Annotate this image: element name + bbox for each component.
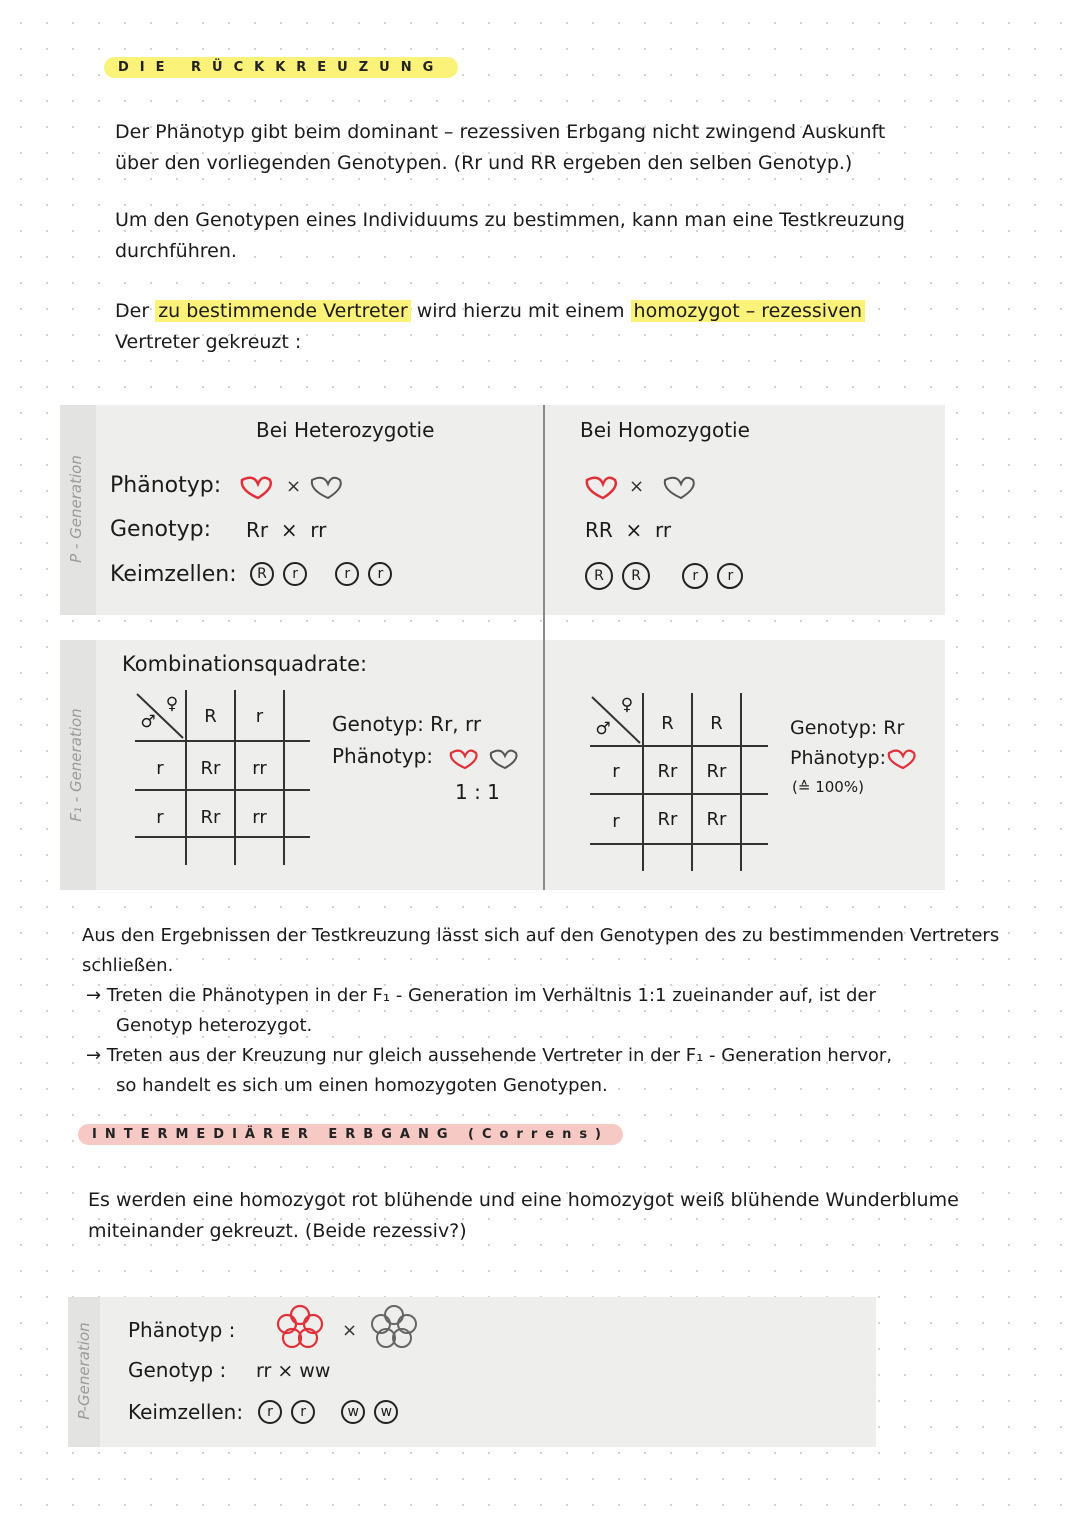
intro-line-1: Der Phänotyp gibt beim dominant – rezessiven Erbgang nicht zwingend Auskunft [115,121,886,143]
grid-cell: Rr [200,758,221,779]
hetero-title: Bei Heterozygotie [256,418,435,442]
grid-row-header: r [156,807,164,828]
hetero-genotyp-value: Rr × rr [246,518,327,542]
punnett-grid-homo [590,693,768,848]
flower-red-icon [278,1306,322,1347]
homo-result-heart [886,746,922,772]
hetero-phaenotyp-hearts [236,472,356,502]
gamete-w: w [374,1400,398,1424]
highlight-zu-bestimmende: zu bestimmende Vertreter [155,300,410,322]
grid-row-header: r [612,811,620,832]
hetero-gametes [250,562,396,586]
gamete-r: r [717,563,743,589]
hetero-phaenotyp-label: Phänotyp: [110,473,222,498]
cross-symbol: × [286,476,302,497]
intro3-mid: wird hierzu mit einem [416,300,625,322]
bullet-1-line-1: → Treten die Phänotypen in der F₁ - Generation im Verhältnis 1:1 zueinander auf, ist der [86,985,876,1006]
grid-cell: rr [252,807,267,828]
intro3-pre: Der [115,300,150,322]
grid-col-header: R [661,713,674,734]
bullet-2-line-2: so handelt es sich um einen homozygoten Genotypen. [116,1075,608,1096]
grid-cell: Rr [657,761,678,782]
homo-result-genotyp: Genotyp: Rr [790,717,905,739]
bullet-1-line-2: Genotyp heterozygot. [116,1015,313,1036]
intermediaer-p-generation-label: P-Generation [75,1322,93,1420]
cross-symbol: × [342,1320,358,1341]
bullet-2-line-1: → Treten aus der Kreuzung nur gleich aussehende Vertreter in der F₁ - Generation hervor, [86,1045,893,1066]
inter-keimzellen-label: Keimzellen: [128,1400,244,1424]
heart-red-icon [889,751,915,768]
cross-symbol: × [629,476,645,497]
grid-cell: Rr [706,809,727,830]
hetero-result-ratio: 1 : 1 [455,780,500,804]
hetero-result-genotyp: Genotyp: Rr, rr [332,712,482,736]
heart-gray-icon [491,751,517,768]
inter-genotyp-label: Genotyp : [128,1358,227,1382]
grid-cell: Rr [200,807,221,828]
gamete-R: R [585,562,613,590]
hetero-keimzellen-label: Keimzellen: [110,562,237,587]
grid-row-header: r [612,761,620,782]
gamete-r: r [291,1400,315,1424]
grid-col-header: R [204,706,217,727]
gamete-r: r [335,562,359,586]
male-icon: ♂ [595,719,611,739]
inter-phaenotyp-label: Phänotyp : [128,1318,236,1342]
kombination-title: Kombinationsquadrate: [122,652,368,676]
grid-col-header: r [255,706,264,727]
gamete-R: R [622,562,650,590]
homo-genotyp-value: RR × rr [585,518,672,542]
f1-generation-label: F₁ - Generation [67,708,85,822]
intro2-line-2: durchführen. [115,240,237,262]
intermediaer-line-1: Es werden eine homozygot rot blühende und eine homozygot weiß blühende Wunderblume [88,1189,959,1211]
hetero-result-phaenotyp: Phänotyp: [332,744,434,768]
grid-row-header: r [156,758,164,779]
heart-gray-icon [312,478,341,498]
flower-gray-icon [372,1306,416,1347]
hetero-genotyp-label: Genotyp: [110,517,212,542]
heart-red-icon [451,751,477,768]
highlight-homozygot-rezessiv: homozygot – rezessiven [631,300,866,322]
homo-title: Bei Homozygotie [580,418,750,442]
gamete-w: w [341,1400,365,1424]
inter-gametes [258,1400,402,1424]
female-icon: ♀ [165,694,179,714]
homo-gametes [585,562,747,590]
male-icon: ♂ [140,712,156,732]
female-icon: ♀ [620,695,634,715]
gamete-r: r [682,563,708,589]
hetero-result-hearts [448,746,528,772]
grid-cell: Rr [706,761,727,782]
grid-cell: Rr [657,809,678,830]
grid-cell: rr [252,758,267,779]
section-title-intermediaer: INTERMEDIÄRER ERBGANG (Correns) [78,1124,623,1145]
panel-divider-lower [543,640,545,890]
homo-result-phaenotyp: Phänotyp: [790,747,886,769]
conclusion-line-1: Aus den Ergebnissen der Testkreuzung lässt sich auf den Genotypen des zu bestimmenden Vertreters [82,925,1000,946]
intro-line-2: über den vorliegenden Genotypen. (Rr und RR ergeben den selben Genotyp.) [115,152,853,174]
grid-col-header: R [710,713,723,734]
intro2-line-1: Um den Genotypen eines Individuums zu bestimmen, kann man eine Testkreuzung [115,209,905,231]
intermediaer-line-2: miteinander gekreuzt. (Beide rezessiv?) [88,1220,467,1242]
section-title-rueckkreuzung: DIE RÜCKKREUZUNG [104,57,458,78]
heart-red-icon [587,478,616,498]
heart-gray-icon [665,478,694,498]
inter-phaenotyp-flowers [276,1304,426,1350]
conclusion-line-2: schließen. [82,955,174,976]
heart-red-icon [242,478,271,498]
gamete-r: r [368,562,392,586]
intro3-line-2: Vertreter gekreuzt : [115,331,302,353]
intro3-line-1 [115,296,865,327]
gamete-R: R [250,562,274,586]
p-generation-label: P - Generation [67,455,85,563]
punnett-grid-hetero [135,690,310,865]
gamete-r: r [258,1400,282,1424]
inter-genotyp-value: rr × ww [256,1360,331,1382]
homo-result-percent: (≙ 100%) [792,778,864,796]
gamete-r: r [283,562,307,586]
homo-phaenotyp-hearts [583,472,703,502]
